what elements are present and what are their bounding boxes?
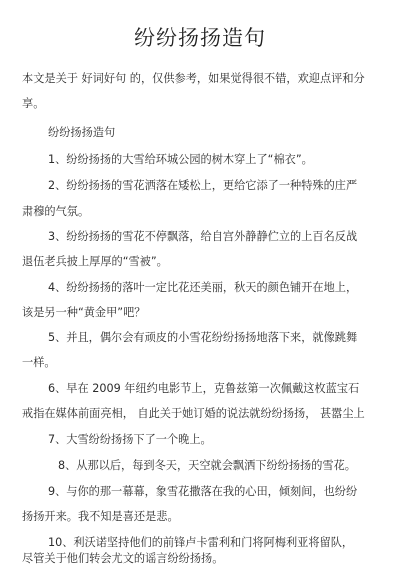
- sentence-3-line-2: 退伍老兵披上厚厚的“雪被”。: [22, 255, 168, 268]
- sentence-10-line-2: 尽管关于他们转会尤文的谣言纷纷扬扬。: [22, 552, 224, 565]
- sentence-10-line-1: 10、利沃诺坚持他们的前锋卢卡雷利和门将阿梅利亚将留队，: [48, 536, 354, 549]
- sentence-1-line-1: 1、纷纷扬扬的大雪给环城公园的树木穿上了“棉衣”。: [48, 153, 313, 166]
- subheading: 纷纷扬扬造句: [48, 126, 116, 139]
- sentence-4-line-1: 4、纷纷扬扬的落叶一定比花还美丽，秋天的颜色铺开在地上，: [48, 281, 358, 294]
- sentence-3-line-1: 3、纷纷扬扬的雪花不停飘落，给自宫外静静伫立的上百名反战: [48, 230, 358, 243]
- sentence-6-line-2: 戒指在媒体前面亮相， 自此关于她订婚的说法就纷纷扬扬， 甚嚣尘上: [22, 407, 365, 420]
- sentence-7-line-1: 7、大雪纷纷扬扬下了一个晚上。: [48, 433, 212, 446]
- sentence-2-line-1: 2、纷纷扬扬的雪花洒落在矮松上，更给它添了一种特殊的庄严: [48, 179, 358, 192]
- sentence-5-line-1: 5、并且，偶尔会有顽皮的小雪花纷纷扬扬地落下来，就像跳舞: [48, 331, 358, 344]
- intro-line-1: 本文是关于 好词好句 的，仅供参考，如果觉得很不错，欢迎点评和分: [22, 72, 365, 85]
- sentence-6-line-1: 6、早在 2009 年纽约电影节上，克鲁兹第一次佩戴这枚蓝宝石: [48, 382, 360, 395]
- sentence-8-line-1: 8、从那以后，每到冬天，天空就会飘洒下纷纷扬扬的雪花。: [58, 459, 356, 472]
- document-title: 纷纷扬扬造句: [134, 26, 266, 50]
- sentence-9-line-1: 9、与你的那一幕幕，象雪花撒落在我的心田，倾刻间，也纷纷: [48, 485, 358, 498]
- sentence-4-line-2: 该是另一种“黄金甲”吧？: [22, 306, 146, 319]
- sentence-9-line-2: 扬扬开来。我不知是喜还是悲。: [22, 510, 179, 523]
- intro-line-2: 享。: [22, 97, 45, 110]
- sentence-5-line-2: 一样。: [22, 356, 56, 369]
- sentence-2-line-2: 肃穆的气氛。: [22, 205, 90, 218]
